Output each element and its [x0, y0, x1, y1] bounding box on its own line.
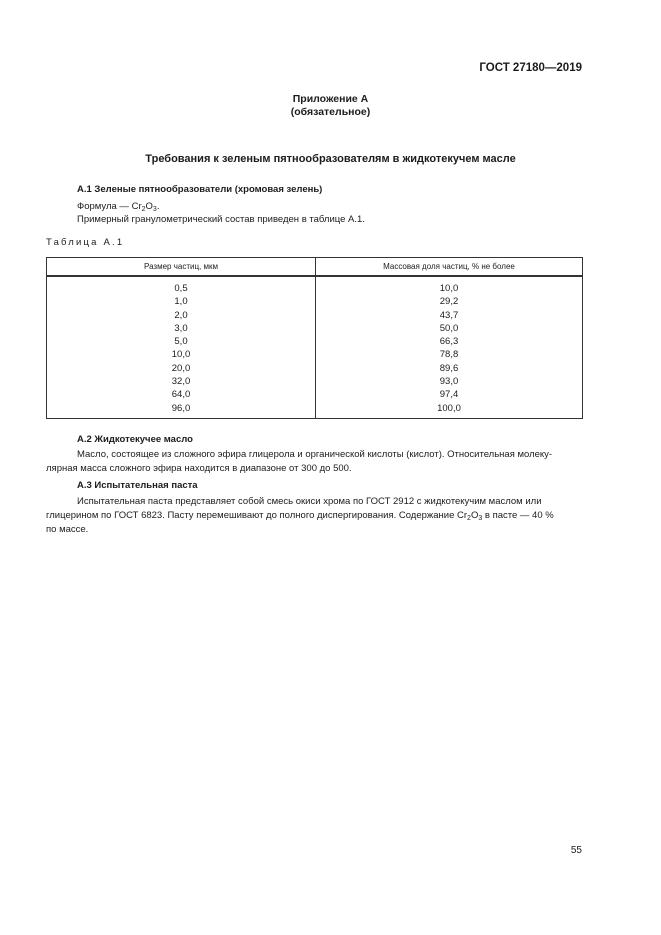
table-row: 5,0 66,3	[47, 335, 583, 348]
page-number: 55	[570, 845, 582, 856]
table-row: 0,5 10,0	[47, 276, 583, 295]
a1-text: Примерный гранулометрический состав приведен в таблице А.1.	[77, 214, 365, 225]
a1-formula: Формула — $Cr_2O_3$.	[77, 201, 160, 213]
table-caption: Таблица А.1	[46, 237, 125, 248]
table-row: 32,0 93,0	[47, 375, 583, 388]
table-row: 3,0 50,0	[47, 322, 583, 335]
table-row: 64,0 97,4	[47, 388, 583, 401]
table-header-size: Размер частиц, мкм	[47, 258, 316, 277]
a2-text: Масло, состоящее из сложного эфира глицерола и органической кислоты (кислот). Относительная молеку- лярная масса сложного эфира находится в диапазоне от 300 до 500.	[46, 449, 553, 474]
a2-heading: А.2 Жидкотекучее масло	[77, 434, 193, 445]
annex-title: Приложение А	[292, 93, 369, 105]
table-header-mass-fraction: Массовая доля частиц, % не более	[316, 258, 583, 277]
a1-heading: А.1 Зеленые пятнообразователи (хромовая зелень)	[77, 184, 323, 195]
table-row: 96,0 100,0	[47, 402, 583, 419]
particle-size-table	[46, 257, 583, 419]
table-row: 20,0 89,6	[47, 362, 583, 375]
annex-status: (обязательное)	[290, 106, 371, 118]
table-row: 2,0 43,7	[47, 309, 583, 322]
a3-text: Испытательная паста представляет собой смесь окиси хрома по ГОСТ 2912 с жидкотекучим маслом или глицерином по ГОСТ 6823. Пасту перемешивают до полного диспергирования. Содержание $Cr_2O_3$ в пасте — 40 % по массе.	[46, 496, 554, 535]
document-number: ГОСТ 27180—2019	[479, 62, 582, 74]
a3-heading: А.3 Испытательная паста	[77, 480, 198, 491]
section-title: Требования к зеленым пятнообразователям в жидкотекучем масле	[145, 153, 516, 165]
table-row: 10,0 78,8	[47, 348, 583, 361]
table-row: 1,0 29,2	[47, 295, 583, 308]
